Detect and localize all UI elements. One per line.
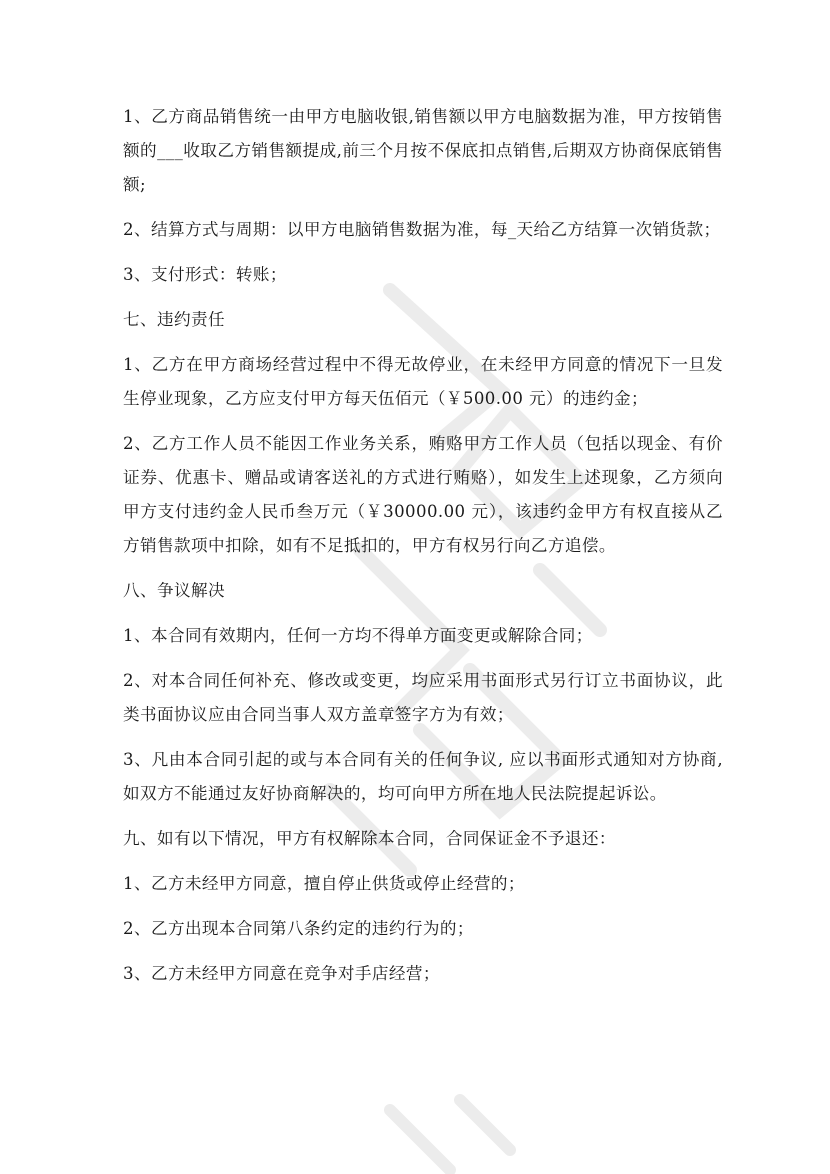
paragraph-payment-method: 3、支付形式：转账； <box>123 265 287 284</box>
section-heading-breach: 七、违约责任 <box>123 310 225 329</box>
paragraph-breach-1: 1、乙方在甲方商场经营过程中不得无故停业，在未经甲方同意的情况下一旦发生停业现象，乙方应支付甲方每天伍佰元（￥500.00 元）的违约金； <box>123 355 723 408</box>
paragraph-termination-3: 3、乙方未经甲方同意在竞争对手店经营； <box>123 964 440 983</box>
watermark-logo-bottom <box>360 1090 520 1174</box>
paragraph-settlement-2: 2、结算方式与周期：以甲方电脑销售数据为准，每_天给乙方结算一次销货款； <box>123 220 721 239</box>
section-heading-termination: 九、如有以下情况，甲方有权解除本合同，合同保证金不予退还： <box>123 829 616 848</box>
paragraph-dispute-3: 3、凡由本合同引起的或与本合同有关的任何争议, 应以书面形式通知对方协商,如双方不能通过友好协商解决的，均可向甲方所在地人民法院提起诉讼。 <box>123 750 723 803</box>
document-body <box>123 100 723 991</box>
section-heading-dispute: 八、争议解决 <box>123 581 225 600</box>
paragraph-breach-2: 2、乙方工作人员不能因工作业务关系，贿赂甲方工作人员（包括以现金、有价证券、优惠卡、赠品或请客送礼的方式进行贿赂），如发生上述现象，乙方须向甲方支付违约金人民币叁万元（￥30000.00 元），该违约金甲方有权直接从乙方销售款项中扣除，如有不足抵扣的，甲方有权另行向乙方追偿。 <box>123 434 723 555</box>
paragraph-dispute-2: 2、对本合同任何补充、修改或变更，均应采用书面形式另行订立书面协议，此类书面协议应由合同当事人双方盖章签字方为有效； <box>123 671 723 724</box>
paragraph-termination-1: 1、乙方未经甲方同意，擅自停止供货或停止经营的； <box>123 874 525 893</box>
paragraph-dispute-1: 1、本合同有效期内，任何一方均不得单方面变更或解除合同； <box>123 626 593 645</box>
paragraph-settlement-1: 1、乙方商品销售统一由甲方电脑收银,销售额以甲方电脑数据为准，甲方按销售额的___收取乙方销售额提成,前三个月按不保底扣点销售,后期双方协商保底销售额; <box>123 107 723 194</box>
paragraph-termination-2: 2、乙方出现本合同第八条约定的违约行为的； <box>123 919 474 938</box>
